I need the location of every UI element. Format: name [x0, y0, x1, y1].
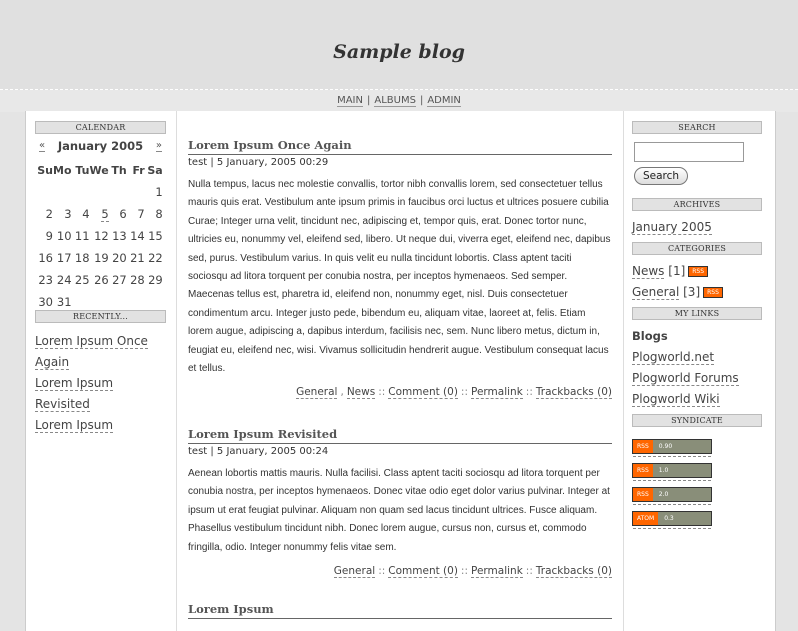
- calendar-day-number: 25: [74, 273, 90, 287]
- calendar-empty: [72, 181, 90, 203]
- calendar-day-number: 19: [94, 251, 109, 265]
- calendar-day: [145, 181, 163, 203]
- post: [188, 138, 612, 398]
- badge-format: RSS: [633, 488, 653, 501]
- calendar-grid: [35, 159, 163, 313]
- calendar-day: [35, 269, 53, 291]
- calendar-day: [72, 203, 90, 225]
- category-news-link[interactable]: News: [632, 264, 665, 278]
- calendar-day: [127, 269, 145, 291]
- badge-format: RSS: [633, 464, 653, 477]
- weekday-label: Sa: [147, 163, 163, 177]
- calendar-day-number: 3: [64, 207, 72, 221]
- calendar-day[interactable]: [90, 203, 109, 225]
- calendar-empty: [127, 181, 145, 203]
- calendar-day: [90, 225, 109, 247]
- calendar-header: [35, 134, 166, 153]
- weekday-label: Su: [37, 163, 53, 177]
- categories-title: CATEGORIES: [632, 242, 762, 255]
- post-footer: General :: Comment (0) :: Permalink :: Trackbacks (0): [333, 565, 612, 578]
- search-title: SEARCH: [632, 121, 762, 134]
- calendar-day-number: 16: [38, 251, 53, 265]
- posts-column: [176, 111, 624, 631]
- badge-format: RSS: [633, 440, 653, 453]
- calendar-day: [53, 269, 72, 291]
- calendar-day-number: 29: [148, 273, 163, 287]
- calendar-day: [145, 225, 163, 247]
- category-general-link[interactable]: General: [632, 285, 680, 299]
- post-meta: test | 5 January, 2005 00:24: [188, 446, 329, 457]
- recently-title: RECENTLY...: [35, 310, 166, 323]
- calendar-month: January 2005: [57, 139, 144, 153]
- main-nav: MAIN | ALBUMS | ADMIN: [0, 90, 798, 112]
- calendar-day-number: 31: [56, 295, 72, 309]
- right-sidebar: [632, 111, 762, 535]
- calendar-day-number: 12: [94, 229, 109, 243]
- rss-20-badge[interactable]: [632, 487, 712, 502]
- weekday-label: Tu: [75, 163, 90, 177]
- calendar-day-number: 15: [148, 229, 163, 243]
- recent-item: [35, 373, 166, 415]
- calendar-week: [35, 181, 163, 203]
- search-button[interactable]: Search: [634, 167, 688, 185]
- rss-icon[interactable]: RSS: [688, 266, 708, 277]
- mylinks-heading: Blogs: [632, 329, 668, 343]
- mylink[interactable]: Plogworld.net: [632, 350, 715, 364]
- calendar-day-number: 23: [38, 273, 53, 287]
- calendar-week: [35, 203, 163, 225]
- calendar-day: [90, 269, 109, 291]
- calendar-day: [109, 225, 127, 247]
- calendar-day: [53, 225, 72, 247]
- calendar-day-number: 28: [130, 273, 145, 287]
- post: [188, 427, 612, 577]
- syndicate-list: [632, 427, 762, 526]
- archives-list: [632, 211, 762, 242]
- calendar-day: [35, 247, 53, 269]
- calendar-day-number: 7: [137, 207, 145, 221]
- page-container: [25, 111, 776, 631]
- calendar-empty: [109, 181, 127, 203]
- calendar-week: [35, 269, 163, 291]
- calendar-week: [35, 247, 163, 269]
- calendar-day-number: 21: [130, 251, 145, 265]
- trackbacks-link[interactable]: Trackbacks (0): [535, 565, 612, 578]
- nav-albums-link[interactable]: ALBUMS: [374, 95, 416, 106]
- category-count: [1]: [668, 264, 686, 278]
- badge-version: 0.3: [658, 512, 711, 525]
- calendar-day-number: 8: [155, 207, 163, 221]
- blog-header: [0, 0, 798, 90]
- calendar-day: [53, 247, 72, 269]
- calendar-day: [72, 269, 90, 291]
- calendar-day-number: 26: [94, 273, 109, 287]
- archive-link[interactable]: January 2005: [632, 220, 712, 234]
- recently-list: [35, 323, 166, 436]
- mylinks-list: [632, 320, 762, 414]
- calendar-day: [35, 225, 53, 247]
- calendar-prev-link[interactable]: «: [39, 140, 46, 151]
- calendar-day-number: 20: [112, 251, 127, 265]
- recent-post-link[interactable]: Lorem Ipsum Revisited: [35, 376, 114, 411]
- calendar-day: [109, 247, 127, 269]
- left-sidebar: [35, 111, 166, 436]
- category-count: [3]: [683, 285, 701, 299]
- mylink[interactable]: Plogworld Forums: [632, 371, 739, 385]
- calendar-day: [35, 203, 53, 225]
- calendar-day-number: 27: [112, 273, 127, 287]
- archives-title: ARCHIVES: [632, 198, 762, 211]
- recent-item: [35, 415, 166, 436]
- calendar-next-link[interactable]: »: [155, 140, 162, 151]
- nav-admin-link[interactable]: ADMIN: [427, 95, 461, 106]
- calendar-day: [53, 203, 72, 225]
- calendar-day: [145, 247, 163, 269]
- post: [188, 602, 612, 619]
- calendar-title: CALENDAR: [35, 121, 166, 134]
- calendar-day: [127, 247, 145, 269]
- badge-version: 0.90: [653, 440, 711, 453]
- category-link[interactable]: General: [333, 565, 376, 578]
- post-title[interactable]: Lorem Ipsum Revisited: [188, 427, 612, 444]
- category-link[interactable]: General: [296, 386, 338, 399]
- post-meta: test | 5 January, 2005 00:29: [188, 157, 329, 168]
- calendar-day-number: 2: [45, 207, 53, 221]
- calendar-day: [145, 269, 163, 291]
- mylink[interactable]: Plogworld Wiki: [632, 392, 720, 406]
- badge-format: ATOM: [633, 512, 658, 525]
- post-body: Aenean lobortis mattis mauris. Nulla facilisi. Class aptent taciti sociosqu ad litora torquent per conubia nostra, per inceptos hymenaeos. Donec vitae odio eget dolor varius pulvinar. Integer at ipsum ut erat feugiat pulvinar. Aliquam non quam sed lacus tincidunt ultrices. Fusce aliquam. Phasellus vestibulum tincidunt nibh. Donec lorem augue, cursus non, cursus et, commodo fringilla, odio. Integer nonummy felis vitae sem.: [188, 468, 610, 553]
- weekday-label: Th: [111, 163, 127, 177]
- calendar-day-number[interactable]: 5: [101, 207, 109, 221]
- calendar-day: [109, 203, 127, 225]
- badge-version: 2.0: [653, 488, 711, 501]
- permalink-link[interactable]: Permalink: [471, 386, 523, 399]
- rss-icon[interactable]: RSS: [703, 287, 723, 298]
- weekday-label: Mo: [53, 163, 72, 177]
- blog-title: Sample blog: [333, 41, 465, 63]
- calendar-day-number: 11: [74, 229, 90, 243]
- category-link[interactable]: News: [346, 386, 376, 399]
- post-footer: General , News :: Comment (0) :: Permalink :: Trackbacks (0): [296, 386, 612, 399]
- weekday-label: We: [89, 163, 109, 177]
- recent-item: [35, 331, 166, 373]
- nav-main-link[interactable]: MAIN: [337, 95, 363, 106]
- calendar-day: [109, 269, 127, 291]
- permalink-link[interactable]: Permalink: [471, 565, 523, 578]
- weekday-label: Fr: [132, 163, 145, 177]
- comment-link[interactable]: Comment (0): [388, 565, 458, 578]
- calendar-day-number: 13: [112, 229, 127, 243]
- calendar-day-number: 9: [45, 229, 53, 243]
- calendar-day: [127, 203, 145, 225]
- badge-version: 1.0: [653, 464, 711, 477]
- atom-03-badge[interactable]: [632, 511, 712, 526]
- rss-090-badge[interactable]: [632, 439, 712, 454]
- calendar-day-number: 18: [74, 251, 90, 265]
- calendar-day-number: 22: [148, 251, 163, 265]
- mylinks-title: MY LINKS: [632, 307, 762, 320]
- calendar-day: [90, 247, 109, 269]
- recent-post-link[interactable]: Lorem Ipsum: [35, 418, 114, 432]
- calendar-empty: [35, 181, 53, 203]
- categories-list: [632, 255, 762, 307]
- calendar-day-number: 17: [56, 251, 72, 265]
- calendar-day-number: 14: [130, 229, 145, 243]
- syndicate-title: SYNDICATE: [632, 414, 762, 427]
- calendar-day: [72, 225, 90, 247]
- calendar-day-number: 30: [38, 295, 53, 309]
- calendar-day-number: 6: [119, 207, 127, 221]
- post-title[interactable]: Lorem Ipsum Once Again: [188, 138, 612, 155]
- calendar-week: [35, 225, 163, 247]
- rss-10-badge[interactable]: [632, 463, 712, 478]
- calendar-day: [127, 225, 145, 247]
- calendar-day: [145, 203, 163, 225]
- calendar-empty: [53, 181, 72, 203]
- calendar-day-number: 10: [56, 229, 72, 243]
- search-input[interactable]: [634, 142, 744, 162]
- calendar-day: [72, 247, 90, 269]
- category-item: [632, 261, 762, 282]
- trackbacks-link[interactable]: Trackbacks (0): [535, 386, 612, 399]
- recent-post-link[interactable]: Lorem Ipsum Once Again: [35, 334, 148, 369]
- calendar-day-number: 4: [82, 207, 90, 221]
- calendar-day-number: 24: [56, 273, 72, 287]
- calendar-empty: [90, 181, 109, 203]
- calendar-day-number: 1: [155, 185, 163, 199]
- post-title[interactable]: Lorem Ipsum: [188, 602, 612, 619]
- category-item: [632, 282, 762, 303]
- post-body: Nulla tempus, lacus nec molestie convallis, tortor nibh convallis lorem, sed consectetuer tellus mauris quis erat. Vestibulum ante ipsum primis in faucibus orci luctus et ultrices posuere cubilia Curae; Integer urna velit, tincidunt nec, adipiscing et, tempor quis, erat. Donec tortor nunc, ultricies eu, nonummy vel, eleifend sed, libero. Ut neque dui, viverra eget, eleifend nec, dapibus sed, purus. Vestibulum varius. In quis velit eu nulla tincidunt lobortis. Class aptent taciti sociosqu ad litora torquent per conubia nostra, per inceptos hymenaeos. Sed semper. Maecenas tellus est, pharetra id, eleifend non, nonummy eget, nisl. Duis consectetuer condimentum arcu. Integer justo pede, bibendum eu, aliquam vitae, laoreet at, felis. Etiam lorem augue, adipiscing a, dapibus interdum, facilisis nec, sem. Nunc libero metus, dictum in, feugiat eu, eleifend nec, wisi. Vivamus sollicitudin hendrerit augue. Vestibulum consequat lacus et tellus.: [188, 179, 611, 375]
- comment-link[interactable]: Comment (0): [388, 386, 458, 399]
